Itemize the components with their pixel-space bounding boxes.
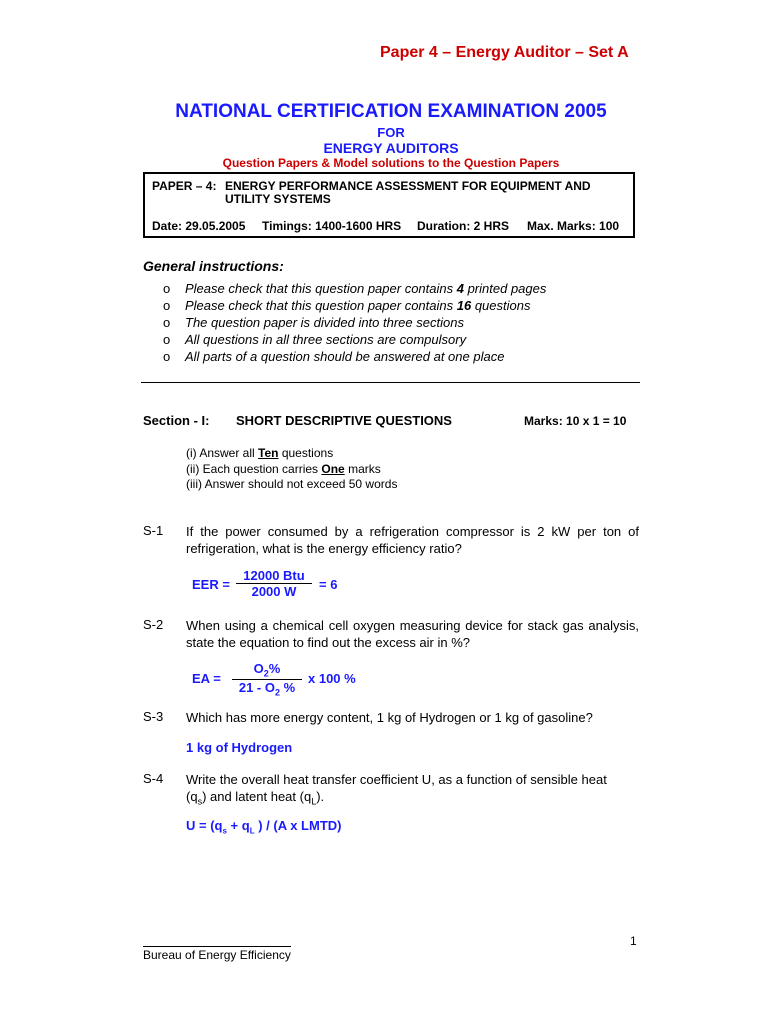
section-rule: (i) Answer all Ten questions bbox=[186, 446, 334, 460]
instruction-item: o All questions in all three sections are compulsory bbox=[163, 332, 467, 347]
exam-duration: Duration: 2 HRS bbox=[417, 219, 510, 233]
title-audience: ENERGY AUDITORS bbox=[323, 140, 459, 156]
question-text-s2: When using a chemical cell oxygen measuring device for stack gas analysis, state the equation to find out the excess air in %? bbox=[186, 618, 639, 650]
section-divider bbox=[141, 382, 640, 383]
title-subtitle: Question Papers & Model solutions to the Question Papers bbox=[222, 156, 560, 170]
paper-info-box bbox=[143, 172, 635, 238]
paper-set-label: Paper 4 – Energy Auditor – Set A bbox=[380, 44, 629, 61]
section-title: SHORT DESCRIPTIVE QUESTIONS bbox=[236, 413, 452, 428]
answer-s3: 1 kg of Hydrogen bbox=[186, 740, 293, 755]
answer-s1-lhs: EER = bbox=[192, 577, 230, 592]
answer-s2-fraction bbox=[232, 661, 302, 697]
answer-s1-denominator: 2000 W bbox=[236, 583, 312, 599]
paper-title-line2: UTILITY SYSTEMS bbox=[225, 192, 331, 206]
question-text-s3: Which has more energy content, 1 kg of Hydrogen or 1 kg of gasoline? bbox=[186, 710, 593, 725]
section-marks: Marks: 10 x 1 = 10 bbox=[524, 414, 627, 428]
exam-max-marks: Max. Marks: 100 bbox=[527, 219, 620, 233]
footer-org: Bureau of Energy Efficiency bbox=[143, 948, 291, 962]
page-number: 1 bbox=[630, 934, 637, 948]
instructions-heading: General instructions: bbox=[143, 258, 284, 274]
answer-s2-lhs: EA = bbox=[192, 671, 221, 686]
instruction-item: o The question paper is divided into three sections bbox=[163, 315, 464, 330]
answer-s1-fraction bbox=[236, 568, 312, 599]
instruction-item: o All parts of a question should be answered at one place bbox=[163, 349, 505, 364]
paper-prefix: PAPER – 4: bbox=[152, 179, 217, 193]
exam-title: NATIONAL CERTIFICATION EXAMINATION 2005 bbox=[175, 101, 607, 122]
bullet-symbol: o bbox=[163, 349, 171, 364]
answer-s2-rhs: x 100 % bbox=[308, 671, 356, 686]
section-rule: (iii) Answer should not exceed 50 words bbox=[186, 477, 398, 491]
answer-s1-rhs: = 6 bbox=[319, 577, 338, 592]
bullet-symbol: o bbox=[163, 281, 171, 296]
answer-s2-denominator: $21 - O_2$ % bbox=[232, 679, 302, 698]
question-label-s1: S-1 bbox=[143, 523, 164, 538]
answer-s1-numerator: 12000 Btu bbox=[243, 568, 305, 583]
question-label-s2: S-2 bbox=[143, 617, 164, 632]
section-rule: (ii) Each question carries One marks bbox=[186, 462, 381, 476]
question-text-s1: If the power consumed by a refrigeration compressor is 2 kW per ton of refrigeration, what is the energy efficiency ratio? bbox=[186, 524, 639, 556]
exam-date: Date: 29.05.2005 bbox=[152, 219, 246, 233]
section-label: Section - I: bbox=[143, 413, 210, 428]
title-for: FOR bbox=[377, 125, 405, 140]
question-label-s3: S-3 bbox=[143, 709, 164, 724]
bullet-symbol: o bbox=[163, 315, 171, 330]
bullet-symbol: o bbox=[163, 332, 171, 347]
question-text-s4: Write the overall heat transfer coefficient U, as a function of sensible heat $(q_s)$ and latent heat $(q_L)$. bbox=[186, 772, 607, 807]
exam-timings: Timings: 1400-1600 HRS bbox=[262, 219, 402, 233]
footer-rule bbox=[143, 946, 291, 947]
instruction-item: o Please check that this question paper contains 16 questions bbox=[163, 298, 531, 313]
question-label-s4: S-4 bbox=[143, 771, 164, 786]
instruction-item: o Please check that this question paper contains 4 printed pages bbox=[163, 281, 547, 296]
paper-title-line1: ENERGY PERFORMANCE ASSESSMENT FOR EQUIPMENT AND bbox=[225, 179, 591, 193]
answer-s4: $U = (q_s + q_L$ ) / (A x LMTD) bbox=[186, 818, 342, 836]
answer-s2-numerator: $O_2\%$ bbox=[253, 661, 281, 679]
bullet-symbol: o bbox=[163, 298, 171, 313]
